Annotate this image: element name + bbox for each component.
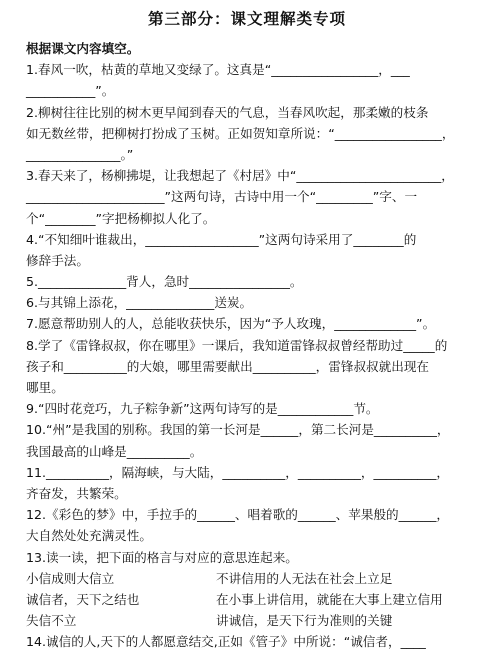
instruction-text: 根据课文内容填空。 (26, 41, 140, 56)
question-line: 10.“州”是我国的别称。我国的第一长河是______，第二长河是__________， (26, 422, 450, 438)
question-line: 6.与其锦上添花，______________送炭。 (26, 295, 253, 311)
question-line: ______________________”这两句诗，古诗中用一个“_________”字、一 (26, 189, 418, 205)
question-line: 我国最高的山峰是__________。 (26, 443, 203, 459)
question-line: 大自然处处充满灵性。 (26, 528, 152, 544)
meaning-text: 讲诚信，是天下行为准则的关键 (216, 613, 393, 629)
question-line: 齐奋发，共繁荣。 (26, 485, 127, 501)
question-line: _______________。” (26, 146, 134, 162)
question-line: 13.读一读，把下面的格言与对应的意思连起来。 (26, 549, 298, 565)
question-line: 9.“四时花竞巧，九子粽争新”这两句诗写的是____________节。 (26, 401, 379, 417)
question-line: 8.学了《雷锋叔叔，你在哪里》一课后，我知道雷锋叔叔曾经帮助过_____的 (26, 337, 448, 353)
question-line: 4.“不知细叶谁裁出，__________________”这两句诗采用了________的 (26, 231, 417, 247)
proverb-text: 诚信者，天下之结也 (26, 591, 140, 607)
question-line: 个“________”字把杨柳拟人化了。 (26, 210, 216, 226)
matching-row (26, 589, 468, 610)
question-line: ___________”。 (26, 83, 115, 99)
question-line: 哪里。 (26, 380, 64, 395)
matching-row (26, 568, 468, 589)
meaning-text: 在小事上讲信用，就能在大事上建立信用 (216, 591, 443, 607)
question-line: 12.《彩色的梦》中，手拉手的______、唱着歌的______、苹果般的______， (26, 507, 450, 523)
question-line: 7.愿意帮助别人的人，总能收获快乐，因为“予人玫瑰，_____________”。 (26, 316, 436, 332)
question-line: 修辞手法。 (26, 252, 89, 268)
meaning-text: 不讲信用的人无法在社会上立足 (216, 570, 393, 586)
question-line: 如无数丝带，把柳树打扮成了玉树。正如贺知章所说：“_________________， (26, 125, 455, 141)
question-line: 11.__________，隔海峡，与大陆，__________，__________，__________， (26, 464, 450, 480)
question-line: 2.柳树往往比别的树木更早闻到春天的气息，当春风吹起，那柔嫩的枝条 (26, 104, 429, 120)
question-line: 1.春风一吹，枯黄的草地又变绿了。这真是“_________________，___ (26, 62, 410, 78)
matching-row (26, 610, 468, 631)
question-line: 14.诚信的人,天下的人都愿意结交,正如《管子》中所说：“诚信者，____ (26, 634, 426, 650)
question-line: 5.______________背人，急时________________。 (26, 274, 303, 290)
proverb-text: 小信成则大信立 (26, 570, 115, 586)
page-title: 第三部分：课文理解类专项 (147, 10, 346, 28)
question-line: 孩子和__________的大娘，哪里需要献出__________，雷锋叔叔就出现在 (26, 358, 429, 374)
proverb-text: 失信不立 (26, 613, 77, 629)
question-line: 3.春天来了，杨柳拂堤，让我想起了《村居》中“_______________________， (26, 168, 454, 184)
